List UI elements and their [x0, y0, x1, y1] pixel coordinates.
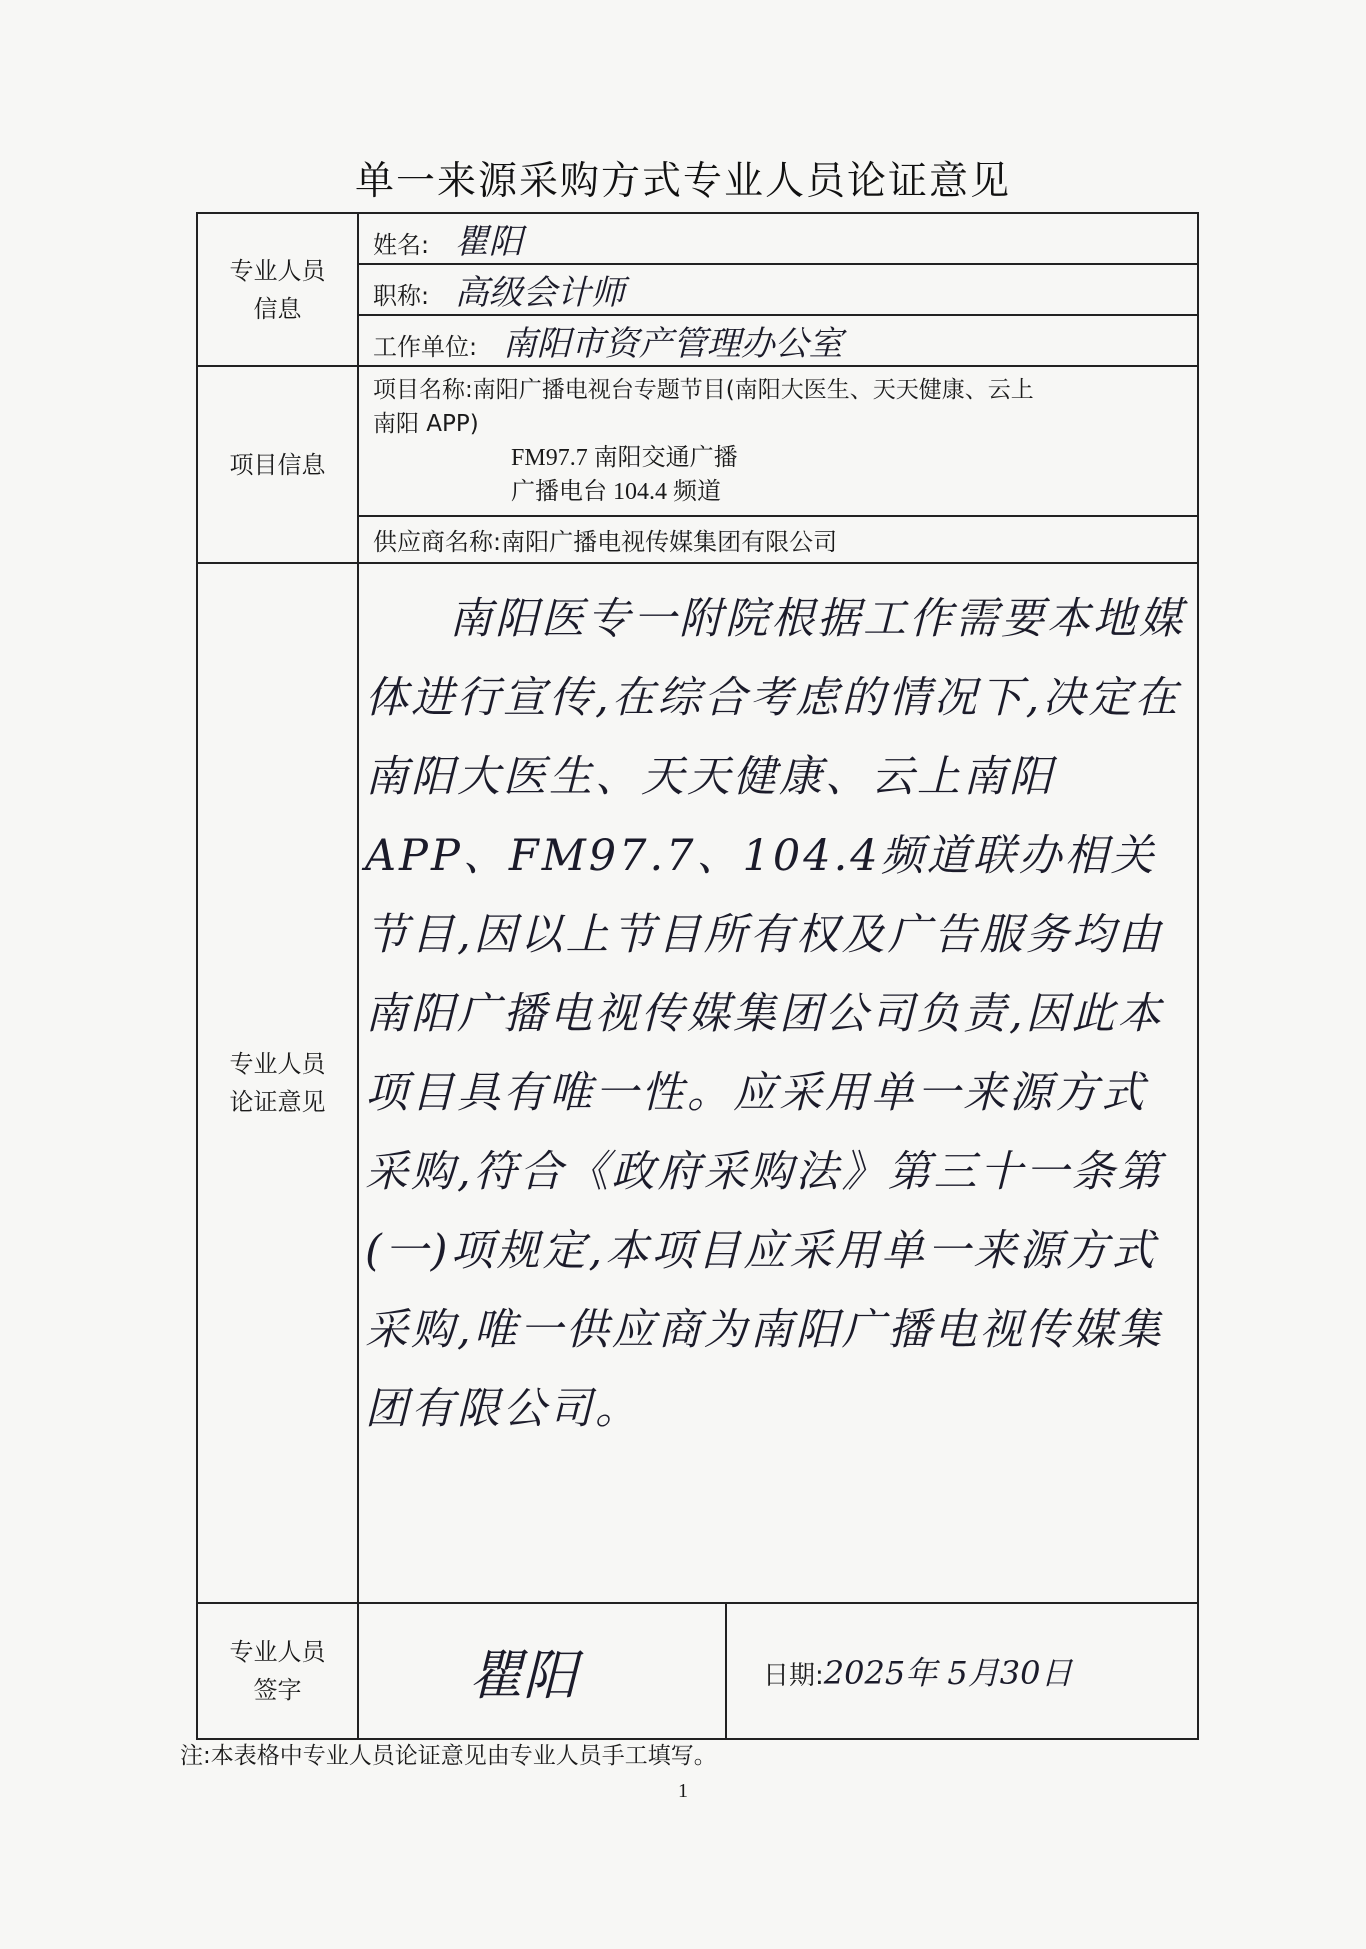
supplier-value: 南阳广播电视传媒集团有限公司: [501, 528, 838, 556]
project-name-line-3: FM97.7 南阳交通广播: [511, 445, 738, 471]
signature-value: 瞿阳: [469, 1643, 577, 1707]
opinion-cell: [358, 563, 1198, 1603]
signature-label: [197, 1603, 358, 1739]
project-name-line-1: 项目名称:南阳广播电视台专题节目(南阳大医生、天天健康、云上: [373, 377, 1034, 403]
date-cell: [726, 1603, 1198, 1739]
opinion-label: [197, 563, 358, 1603]
date-value: 2025年 5月30日: [823, 1654, 1073, 1692]
expert-info-label: [197, 213, 358, 366]
opinion-label-text: 专业人员论证意见: [229, 1050, 326, 1116]
project-name-block: [358, 366, 1198, 516]
title-row: [358, 264, 1198, 315]
supplier-label: 供应商名称:: [373, 528, 502, 556]
title-label: 职称:: [373, 282, 430, 310]
footnote: 注:本表格中专业人员论证意见由专业人员手工填写。: [180, 1743, 717, 1769]
title-value: 高级会计师: [454, 273, 625, 313]
project-name-line-2: 南阳 APP): [373, 411, 479, 437]
project-info-label: [197, 366, 358, 563]
page-title: 单一来源采购方式专业人员论证意见: [354, 159, 1011, 204]
employer-label: 工作单位:: [373, 333, 478, 361]
date-label: 日期:: [763, 1661, 824, 1691]
signature-label-text: 专业人员签字: [229, 1638, 326, 1704]
signature-cell: [358, 1603, 726, 1739]
opinion-text: 南阳医专一附院根据工作需要本地媒体进行宣传,在综合考虑的情况下,决定在南阳大医生、天天健康、云上南阳APP、FM97.7、104.4频道联办相关节目,因以上节目所有权及广告服务均由南阳广播电视传媒集团公司负责,因此本项目具有唯一性。应采用单一来源方式采购,符合《政府采购法》第三十一条第(一)项规定,本项目应采用单一来源方式采购,唯一供应商为南阳广播电视传媒集团有限公司。: [365, 594, 1185, 1434]
demonstration-form: [196, 212, 1199, 1740]
name-label: 姓名:: [373, 231, 430, 259]
supplier-row: [358, 516, 1198, 563]
employer-row: [358, 315, 1198, 366]
name-value: 瞿阳: [454, 222, 523, 262]
name-row: [358, 213, 1198, 264]
page-number: 1: [678, 1780, 688, 1802]
expert-info-label-text: 专业人员信息: [229, 256, 326, 323]
project-name-line-4: 广播电台 104.4 频道: [511, 479, 721, 505]
project-info-label-text: 项目信息: [229, 450, 326, 479]
employer-value: 南阳市资产管理办公室: [502, 324, 843, 364]
